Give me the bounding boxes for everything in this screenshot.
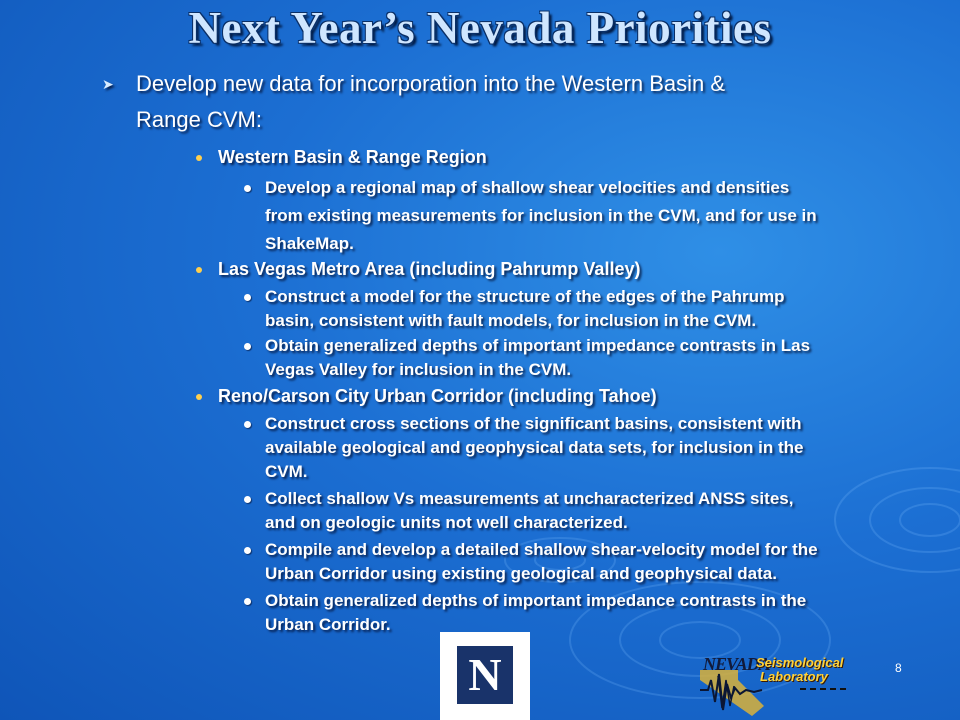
list-item: Obtain generalized depths of important impedance contrasts in Las Vegas Valley for inclusion in the CVM. [265, 334, 925, 382]
section-heading: Las Vegas Metro Area (including Pahrump Valley) [218, 258, 640, 280]
list-item: Construct cross sections of the significant basins, consistent with available geological and geophysical data sets, for inclusion in the CVM. [265, 412, 925, 484]
page-number: 8 [895, 661, 902, 675]
round-bullet-icon [244, 185, 251, 192]
list-item: Develop a regional map of shallow shear velocities and densities from existing measurements for inclusion in the CVM, and for use in ShakeMap. [265, 174, 925, 258]
main-bullet-line-2: Range CVM: [136, 107, 262, 132]
round-bullet-icon [244, 421, 251, 428]
dot-bullet-icon [196, 267, 202, 273]
round-bullet-icon [244, 496, 251, 503]
list-item: Construct a model for the structure of the edges of the Pahrump basin, consistent with fault models, for inclusion in the CVM. [265, 285, 925, 333]
dot-bullet-icon [196, 394, 202, 400]
round-bullet-icon [244, 343, 251, 350]
arrowhead-bullet-icon: ➤ [102, 76, 114, 92]
section-heading: Reno/Carson City Urban Corridor (including Tahoe) [218, 385, 657, 407]
list-item: Compile and develop a detailed shallow shear-velocity model for the Urban Corridor using existing geological and geophysical data. [265, 538, 925, 586]
seismo-dash-decoration [800, 688, 846, 693]
round-bullet-icon [244, 598, 251, 605]
main-bullet-line-1: Develop new data for incorporation into the Western Basin & [136, 71, 726, 96]
list-item: Obtain generalized depths of important impedance contrasts in the Urban Corridor. [265, 589, 925, 637]
list-item: Collect shallow Vs measurements at uncharacterized ANSS sites, and on geologic units not well characterized. [265, 487, 925, 535]
university-letter: N [457, 646, 513, 704]
section-heading: Western Basin & Range Region [218, 146, 487, 168]
slide-title: Next Year’s Nevada Priorities [188, 3, 772, 53]
seismo-lab-name: Seismological Laboratory [756, 655, 844, 684]
university-logo [440, 632, 530, 720]
seismological-lab-logo [698, 650, 858, 720]
main-bullet [102, 66, 890, 138]
round-bullet-icon [244, 547, 251, 554]
round-bullet-icon [244, 294, 251, 301]
seismo-nevada-text: NEVADA [703, 654, 770, 674]
dot-bullet-icon [196, 155, 202, 161]
